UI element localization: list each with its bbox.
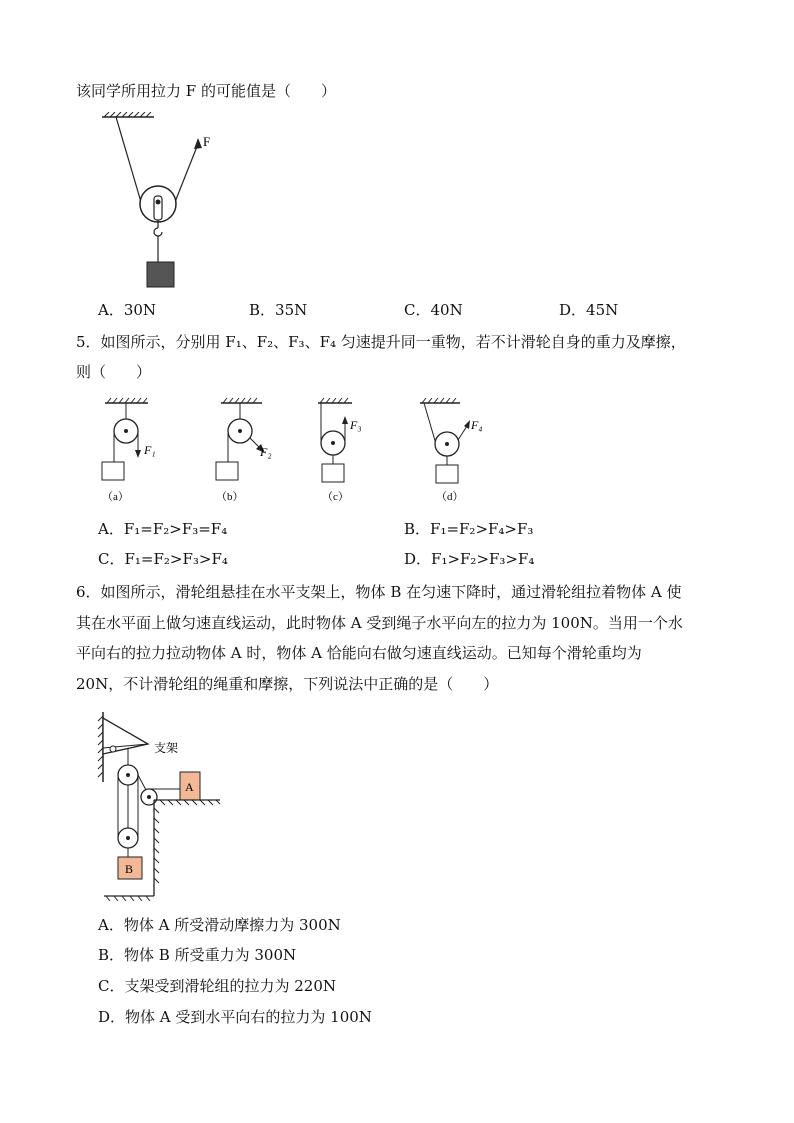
q5-option-c[interactable]: C．F₁=F₂>F₃>F₄	[98, 550, 228, 568]
force-label-f1: F₁	[144, 443, 156, 457]
figure-d	[420, 398, 483, 503]
force-label-f3: F₃	[350, 418, 362, 432]
caption-b: （b）	[216, 491, 244, 503]
figure-a	[102, 398, 156, 503]
q4-stem: 该同学所用拉力 F 的可能值是（ ）	[76, 82, 336, 100]
q6-option-c[interactable]: C．支架受到滑轮组的拉力为 220N	[98, 977, 337, 995]
q5-option-b[interactable]: B．F₁=F₂>F₄>F₃	[404, 520, 534, 538]
q6-stem-line1: 6．如图所示，滑轮组悬挂在水平支架上，物体 B 在匀速下降时，通过滑轮组拉着物体 A 使	[76, 583, 682, 601]
q5-option-d[interactable]: D．F₁>F₂>F₃>F₄	[404, 550, 535, 568]
block-b-label: B	[125, 862, 134, 876]
force-label-f2: F₂	[260, 445, 272, 459]
q5-pulley-figure	[90, 396, 500, 506]
q4-option-b[interactable]: B．35N	[249, 301, 308, 319]
q6-stem-line2: 其在水平面上做匀速直线运动，此时物体 A 受到绳子水平向左的拉力为 100N。当用一个水	[76, 614, 683, 632]
figure-c	[318, 398, 362, 503]
force-label-f4: F₄	[471, 418, 483, 432]
q5-option-a[interactable]: A．F₁=F₂>F₃=F₄	[98, 520, 228, 538]
caption-d: （d）	[436, 491, 464, 503]
q6-option-a[interactable]: A．物体 A 所受滑动摩擦力为 300N	[98, 916, 341, 934]
q6-stem-line3: 平向右的拉力拉动物体 A 时，物体 A 恰能向右做匀速直线运动。已知每个滑轮重均为	[76, 644, 642, 662]
caption-a: （a）	[102, 491, 129, 503]
force-label-F: F	[203, 134, 211, 149]
q4-pulley-figure	[98, 112, 228, 294]
block-a-label: A	[185, 780, 194, 794]
q4-option-c[interactable]: C．40N	[404, 301, 463, 319]
q4-option-a[interactable]: A．30N	[98, 301, 157, 319]
q6-pulley-figure	[96, 710, 246, 902]
caption-c: （c）	[322, 491, 349, 503]
q5-stem-line1: 5．如图所示，分别用 F₁、F₂、F₃、F₄ 匀速提升同一重物，若不计滑轮自身的重力及摩擦，	[76, 333, 686, 351]
figure-b	[216, 398, 272, 503]
q6-stem-line4: 20N，不计滑轮组的绳重和摩擦，下列说法中正确的是（ ）	[76, 675, 499, 693]
q4-option-d[interactable]: D．45N	[559, 301, 619, 319]
q6-option-b[interactable]: B．物体 B 所受重力为 300N	[98, 946, 297, 964]
bracket-label: 支架	[154, 741, 179, 755]
q6-option-d[interactable]: D．物体 A 受到水平向右的拉力为 100N	[98, 1008, 372, 1026]
q5-stem-line2: 则（ ）	[76, 363, 152, 381]
